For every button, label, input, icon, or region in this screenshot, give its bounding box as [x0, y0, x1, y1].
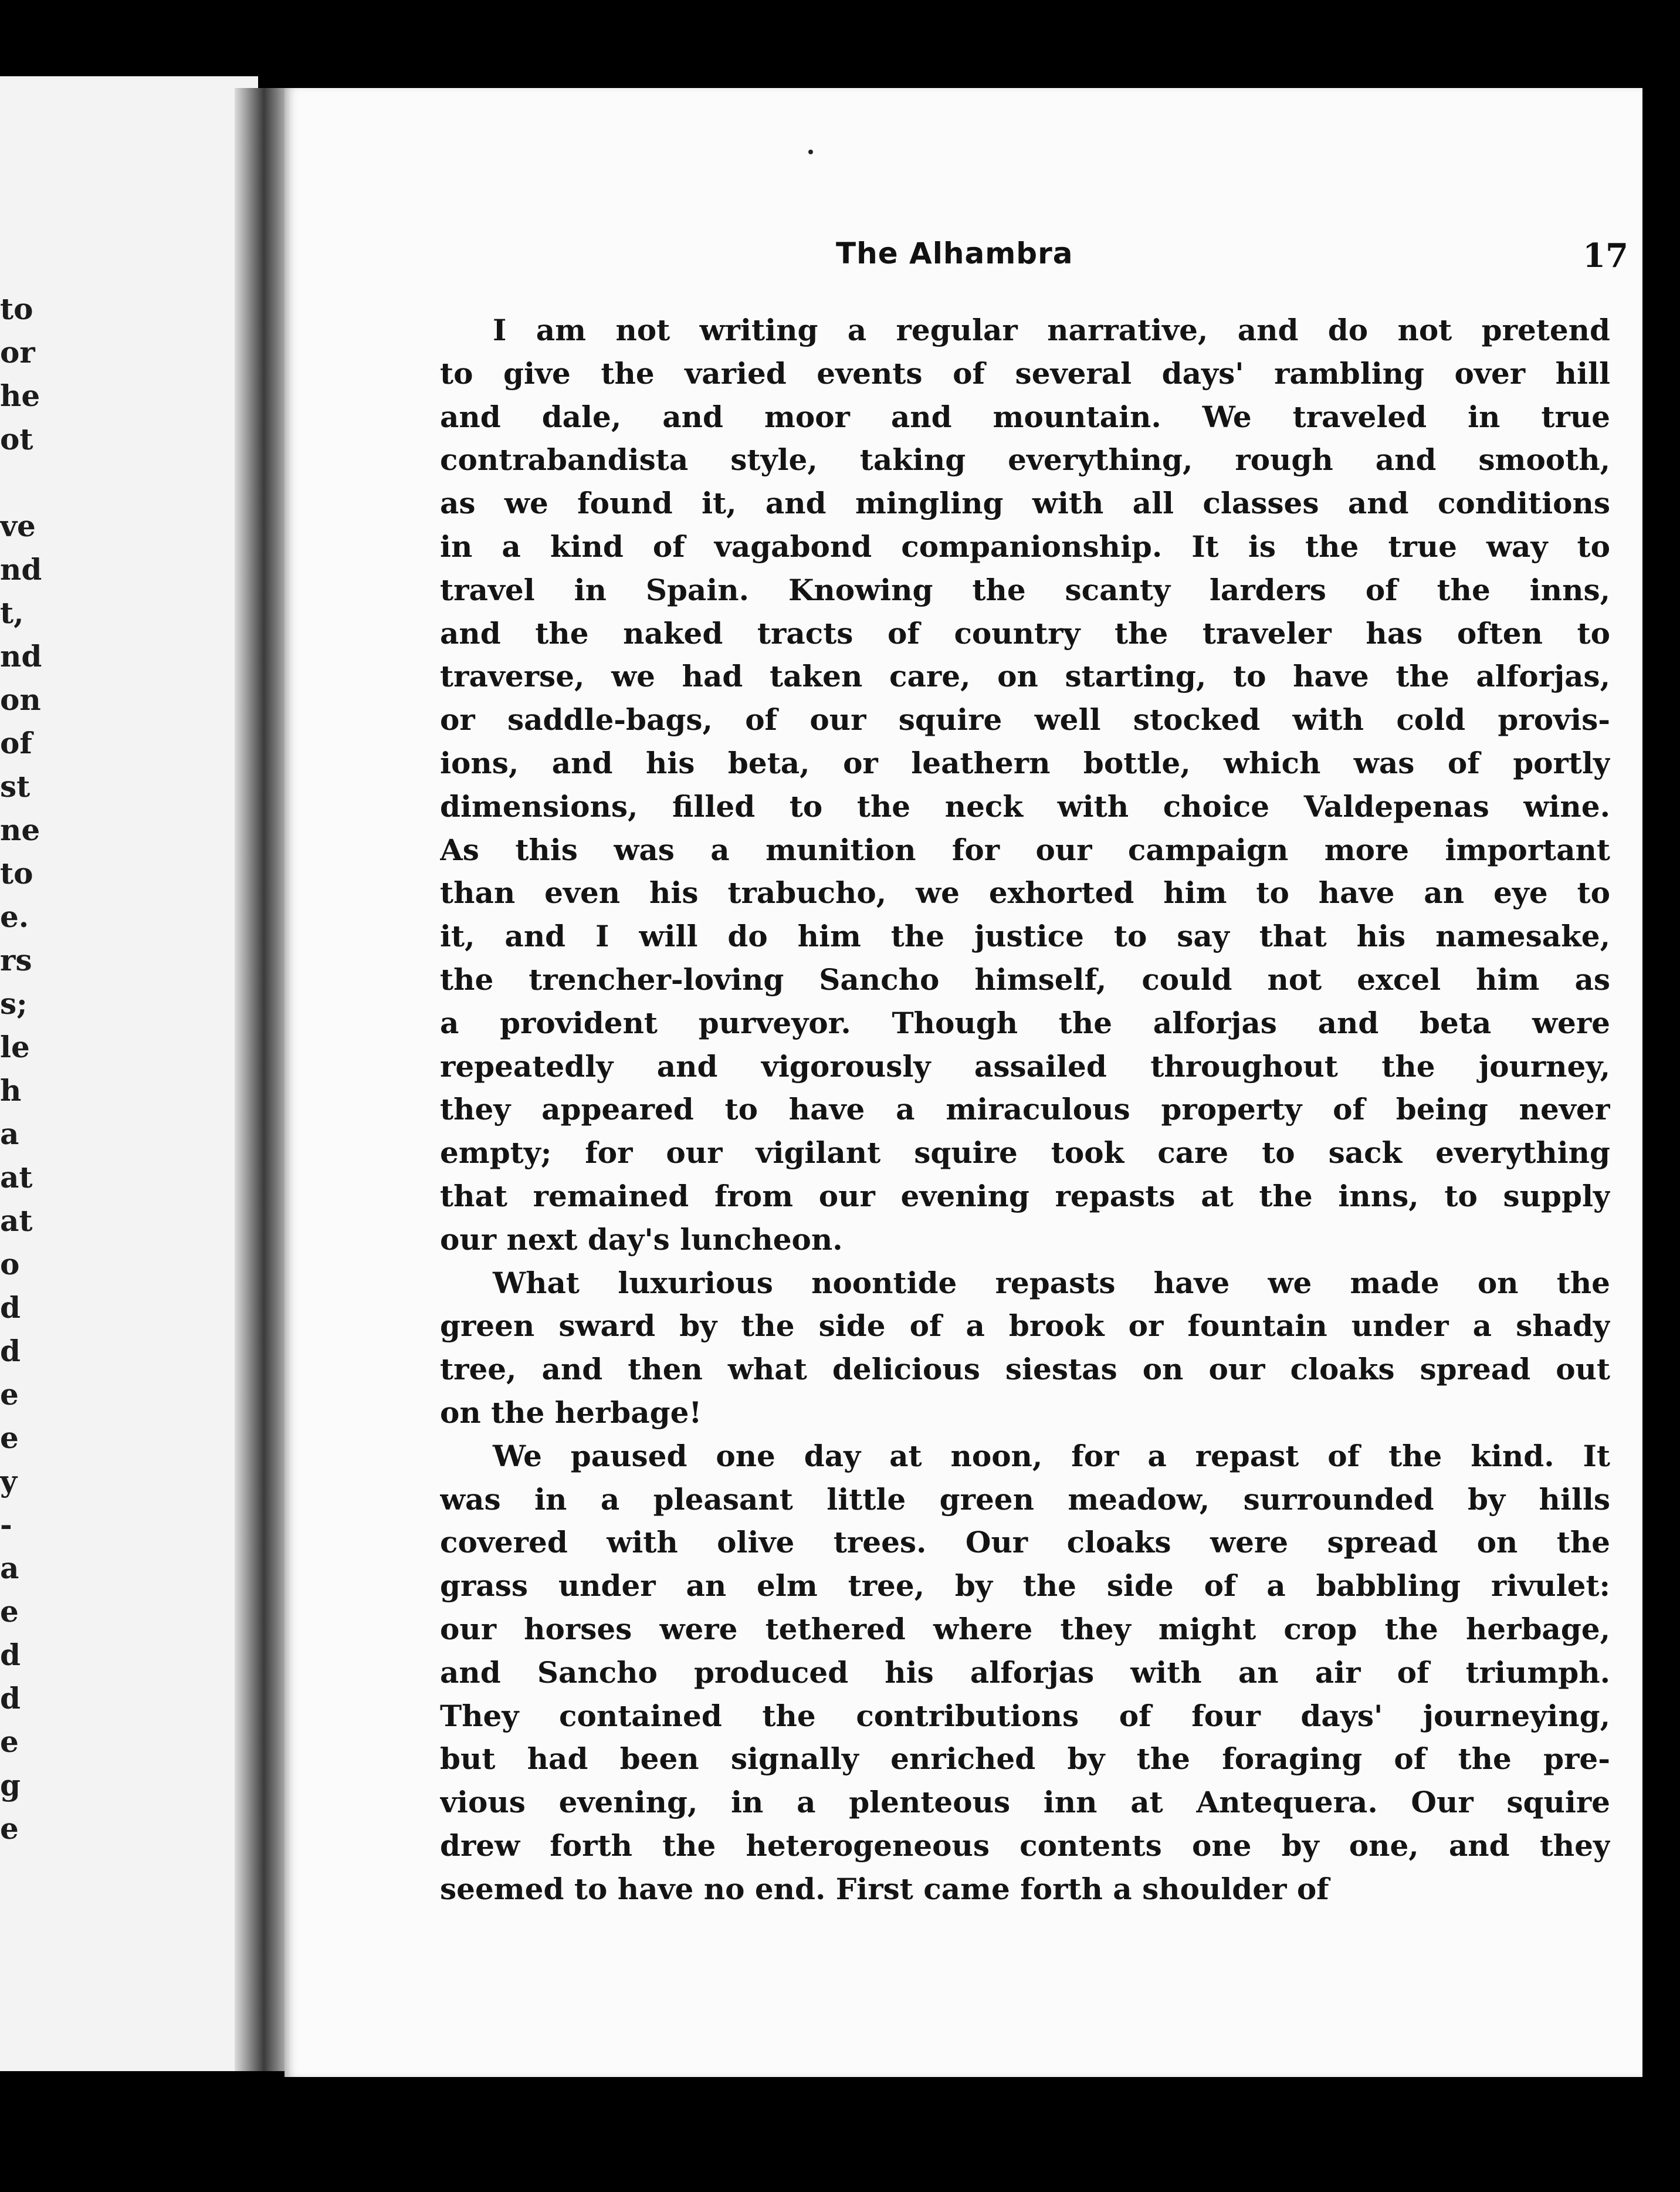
text-line: was in a pleasant little green meadow, surrounded by hills — [440, 1481, 1610, 1517]
facing-page-fragment: g — [0, 1768, 21, 1802]
facing-page — [0, 76, 258, 2071]
book-page — [284, 88, 1642, 2077]
text-line: empty; for our vigilant squire took care to sack everything — [440, 1135, 1610, 1171]
facing-page-fragment: of — [0, 726, 32, 760]
text-line: our next day's luncheon. — [440, 1222, 843, 1257]
text-line: We paused one day at noon, for a repast of the kind. It — [493, 1438, 1610, 1473]
facing-page-fragment: h — [0, 1073, 22, 1108]
facing-page-fragment: nd — [0, 639, 42, 674]
text-line: in a kind of vagabond companionship. It is the true way to — [440, 529, 1610, 564]
text-line: that remained from our evening repasts at the inns, to supply — [440, 1178, 1610, 1213]
text-line: a provident purveyor. Though the alforjas and beta were — [440, 1005, 1610, 1040]
running-head: The Alhambra — [836, 236, 1073, 270]
text-line: They contained the contributions of four days' journeying, — [440, 1698, 1610, 1733]
facing-page-fragment: at — [0, 1203, 33, 1238]
text-line: seemed to have no end. First came forth a shoulder of — [440, 1871, 1329, 1906]
facing-page-text-fragments — [0, 287, 70, 1851]
facing-page-fragment: - — [0, 1507, 12, 1542]
text-line: green sward by the side of a brook or fountain under a shady — [440, 1308, 1610, 1344]
facing-page-fragment: s; — [0, 986, 28, 1021]
text-line: than even his trabucho, we exhorted him to have an eye to — [440, 875, 1610, 911]
page-number: 17 — [1583, 236, 1628, 275]
text-line: and the naked tracts of country the traveler has often to — [440, 615, 1610, 651]
text-line: they appeared to have a miraculous property of being never — [440, 1092, 1610, 1127]
text-line: the trencher-loving Sancho himself, could not excel him as — [440, 962, 1610, 997]
facing-page-fragment: e — [0, 1811, 19, 1846]
facing-page-fragment: a — [0, 1117, 19, 1151]
facing-page-fragment: a — [0, 1551, 19, 1585]
facing-page-fragment: on — [0, 682, 41, 717]
facing-page-fragment: ne — [0, 813, 40, 847]
text-line: grass under an elm tree, by the side of a babbling rivulet: — [440, 1568, 1610, 1604]
facing-page-fragment — [0, 461, 70, 505]
paragraph — [440, 1435, 1610, 1911]
text-line: and dale, and moor and mountain. We traveled in true — [440, 399, 1610, 434]
text-line: contrabandista style, taking everything, rough and smooth, — [440, 442, 1610, 478]
text-line: on the herbage! — [440, 1395, 702, 1430]
text-line: but had been signally enriched by the foraging of the pre- — [440, 1741, 1610, 1777]
text-line: and Sancho produced his alforjas with an air of triumph. — [440, 1655, 1610, 1690]
text-line: travel in Spain. Knowing the scanty larders of the inns, — [440, 572, 1610, 607]
facing-page-fragment: e. — [0, 899, 29, 934]
facing-page-fragment: ot — [0, 422, 33, 456]
text-line: covered with olive trees. Our cloaks were spread on the — [440, 1525, 1610, 1560]
text-line: vious evening, in a plenteous inn at Antequera. Our squire — [440, 1785, 1610, 1820]
text-line: repeatedly and vigorously assailed throughout the journey, — [440, 1048, 1610, 1084]
paragraph — [440, 309, 1610, 1261]
facing-page-fragment: ve — [0, 509, 36, 543]
facing-page-fragment: e — [0, 1594, 19, 1629]
facing-page-fragment: o — [0, 1247, 20, 1281]
facing-page-fragment: nd — [0, 552, 42, 587]
facing-page-fragment: d — [0, 1638, 21, 1672]
text-line: dimensions, filled to the neck with choice Valdepenas wine. — [440, 789, 1610, 824]
text-line: ions, and his beta, or leathern bottle, which was of portly — [440, 745, 1610, 780]
facing-page-fragment: st — [0, 769, 31, 804]
ink-speck — [808, 150, 813, 154]
facing-page-fragment: or — [0, 335, 35, 370]
facing-page-fragment: to — [0, 856, 33, 891]
facing-page-fragment: d — [0, 1681, 21, 1716]
facing-page-fragment: e — [0, 1724, 19, 1759]
facing-page-fragment: d — [0, 1290, 21, 1325]
text-line: it, and I will do him the justice to say that his namesake, — [440, 919, 1610, 954]
body-text — [440, 309, 1610, 1910]
text-line: drew forth the heterogeneous contents one by one, and they — [440, 1828, 1610, 1863]
text-line: our horses were tethered where they might crop the herbage, — [440, 1611, 1610, 1646]
facing-page-fragment: e — [0, 1420, 19, 1455]
text-line: or saddle-bags, of our squire well stocked with cold provis- — [440, 702, 1610, 738]
facing-page-fragment: to — [0, 292, 33, 326]
text-line: tree, and then what delicious siestas on our cloaks spread out — [440, 1352, 1610, 1387]
text-line: As this was a munition for our campaign more important — [440, 832, 1610, 867]
facing-page-fragment: le — [0, 1030, 30, 1064]
facing-page-fragment: rs — [0, 943, 32, 977]
text-line: traverse, we had taken care, on starting, to have the alforjas, — [440, 659, 1610, 694]
text-line: as we found it, and mingling with all classes and conditions — [440, 486, 1610, 521]
facing-page-fragment: at — [0, 1160, 33, 1195]
facing-page-fragment: he — [0, 378, 40, 413]
facing-page-fragment: d — [0, 1334, 21, 1368]
text-line: I am not writing a regular narrative, and do not pretend — [493, 313, 1610, 347]
text-line: to give the varied events of several days' rambling over hill — [440, 356, 1610, 391]
facing-page-fragment: y — [0, 1464, 18, 1498]
paragraph — [440, 1261, 1610, 1435]
text-line: What luxurious noontide repasts have we made on the — [493, 1265, 1610, 1300]
facing-page-fragment: e — [0, 1377, 19, 1412]
facing-page-fragment: t, — [0, 596, 24, 630]
